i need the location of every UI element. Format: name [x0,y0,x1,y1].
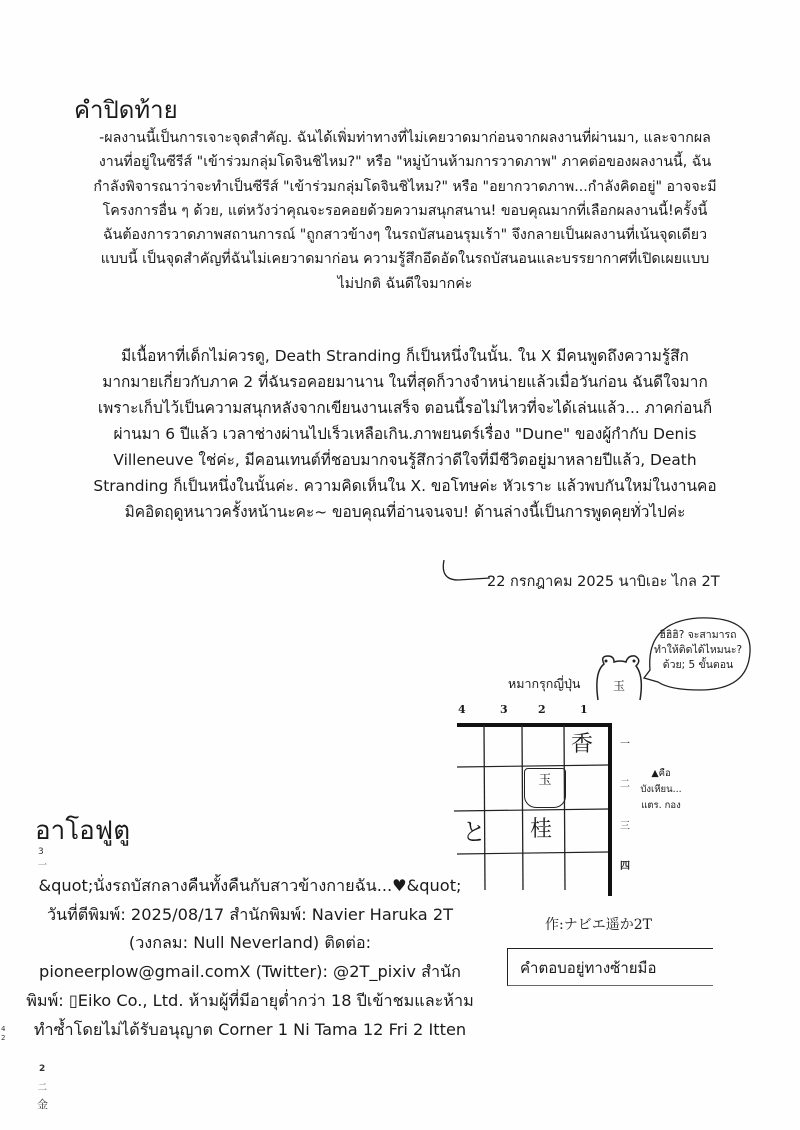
info-line: ทำซ้ำโดยไม่ได้รับอนุญาต Corner 1 Ni Tama 12 Fri 2 Itten [33,1019,467,1039]
text-line: งานที่อยู่ในซีรีส์ "เข้าร่วมกลุ่มโดจินชิไหม?" หรือ "หมู่บ้านห้ามการวาดภาพ" ภาคต่อของผลงานนี้, ฉัน [98,154,712,171]
column-label: 3 [500,703,508,716]
row-label: 四 [620,861,630,872]
row-label: 一 [620,739,630,750]
text-line: Stranding ก็เป็นหนึ่งในนั้นค่ะ. ความคิดเห็นใน X. ขอโทษค่ะ หัวเราะ แล้วพบกันใหม่ในงานคอ [93,477,717,495]
text-line: โครงการอื่น ๆ ด้วย, แต่หวังว่าคุณจะรอคอยด้วยความสนุกสนาน! ขอบคุณมากที่เลือกผลงานนี้!ครั้งนี้ [102,202,708,219]
text-line: Villeneuve ใช่ค่ะ, มีคอนเทนต์ที่ชอบมากจนรู้สึกว่าดีใจที่มีชีวิตอยู่มาหลายปีแล้ว, Death [113,451,697,469]
text-line: มิคอิดฤดูหนาวครั้งหน้านะคะ~ ขอบคุณที่อ่านจนจบ! ด้านล่างนี้เป็นการพูดคุยทั่วไปค่ะ [124,503,686,521]
colophon-title: อาโอฟูตู [35,816,131,846]
info-line: วันที่ตีพิมพ์: 2025/08/17 สำนักพิมพ์: Navier Haruka 2T [46,904,454,924]
afterword-title: คำปิดท้าย [74,96,178,124]
text-line: มีเนื้อหาที่เด็กไม่ควรดู, Death Stranding ก็เป็นหนึ่งในนั้น. ใน X มีคนพูดถึงความรู้สึก [121,347,689,365]
row-label: 二 [620,779,630,790]
side-mark: 3 [38,847,44,857]
side-mark: 4 [1,1025,6,1033]
colophon-info [20,872,480,1044]
bubble-line: ด้วย; 5 ขั้นตอน [662,659,734,671]
speech-bubble-text [648,628,748,673]
column-label: 2 [538,703,546,716]
piece-knight: 桂 [530,817,553,842]
side-mark: 金 [37,1098,48,1111]
text-line: มากมายเกี่ยวกับภาค 2 ที่ฉันรอคอยมานาน ในที่สุดก็วางจำหน่ายแล้วเมื่อวันก่อน ฉันดีใจมาก [102,373,708,391]
puzzle-author: 作:ナビエ遥か2T [545,917,652,933]
answer-hint-box [507,948,713,986]
note-line: บังเหียน... [640,784,682,795]
side-mark: 2 [39,1064,46,1074]
side-mark: 一 [38,861,48,871]
king-label: 玉 [538,773,552,788]
info-line: &quot;นั่งรถบัสกลางคืนทั้งคืนกับสาวข้างกายฉัน...♥&quot; [38,876,462,895]
piece-tokin: と [462,818,486,846]
text-line: กำลังพิจารณาว่าจะทำเป็นซีรีส์ "เข้าร่วมกลุ่มโดจินชิไหม?" หรือ "อยากวาดภาพ...กำลังคิดอยู่" อาจจะมี [93,178,717,195]
row-label: 三 [620,821,630,832]
answer-hint-text: คำตอบอยู่ทางซ้ายมือ [520,959,657,977]
text-line: ผ่านมา 6 ปีแล้ว เวลาช่างผ่านไปเร็วเหลือเกิน.ภาพยนตร์เรื่อง "Dune" ของผู้กำกับ Denis [113,425,697,443]
piece-lance: 香 [571,732,594,757]
info-line: pioneerplow@gmail.comX (Twitter): @2T_pixiv สำนัก [39,962,461,982]
text-line: -ผลงานนี้เป็นการเจาะจุดสำคัญ. ฉันได้เพิ่มท่าทางที่ไม่เคยวาดมาก่อนจากผลงานที่ผ่านมา, และจากผล [99,130,711,146]
puzzle-note [636,766,686,814]
text-line: แบบนี้ เป็นจุดสำคัญที่ฉันไม่เคยวาดมาก่อน ความรู้สึกอึดอัดในรถบัสนอนและบรรยากาศที่เปิดเผยแบบ [100,251,710,268]
bubble-line: ทำให้ติดได้ไหมนะ? [653,644,743,656]
side-mark: 2 [1,1034,6,1042]
text-line: ฉันต้องการวาดภาพสถานการณ์ "ถูกสาวข้างๆ ในรถบัสนอนรุมเร้า" จึงกลายเป็นผลงานที่เน้นจุดเดียว [102,227,708,244]
text-line: เพราะเก็บไว้เป็นความสนุกหลังจากเขียนงานเสร็จ ตอนนี้รอไม่ไหวที่จะได้เล่นแล้ว... ภาคก่อนก็ [97,399,713,417]
piece-king-bear [524,768,566,808]
signature-date: 22 กรกฎาคม 2025 นาบิเอะ ไกล 2T [487,574,720,590]
column-label: 4 [458,703,466,716]
afterword-paragraph-2 [50,343,760,525]
svg-text:玉: 玉 [613,679,626,693]
shogi-label: หมากรุกญี่ปุ่น [508,676,581,691]
text-line: ไม่ปกติ ฉันดีใจมากค่ะ [337,275,473,292]
bubble-line: ฮิฮิฮิ? จะสามารถ [659,629,737,641]
info-line: พิมพ์: ▯Eiko Co., Ltd. ห้ามผู้ที่มีอายุต่ำกว่า 18 ปีเข้าชมและห้าม [26,990,474,1010]
info-line: (วงกลม: Null Neverland) ติดต่อ: [128,933,372,953]
note-line: แตร. กอง [641,800,681,811]
afterword-paragraph-1 [50,126,760,296]
shogi-board [450,718,620,898]
column-label: 1 [580,703,588,716]
note-line: ▲คือ [651,768,671,779]
side-mark: 二 [38,1083,48,1093]
